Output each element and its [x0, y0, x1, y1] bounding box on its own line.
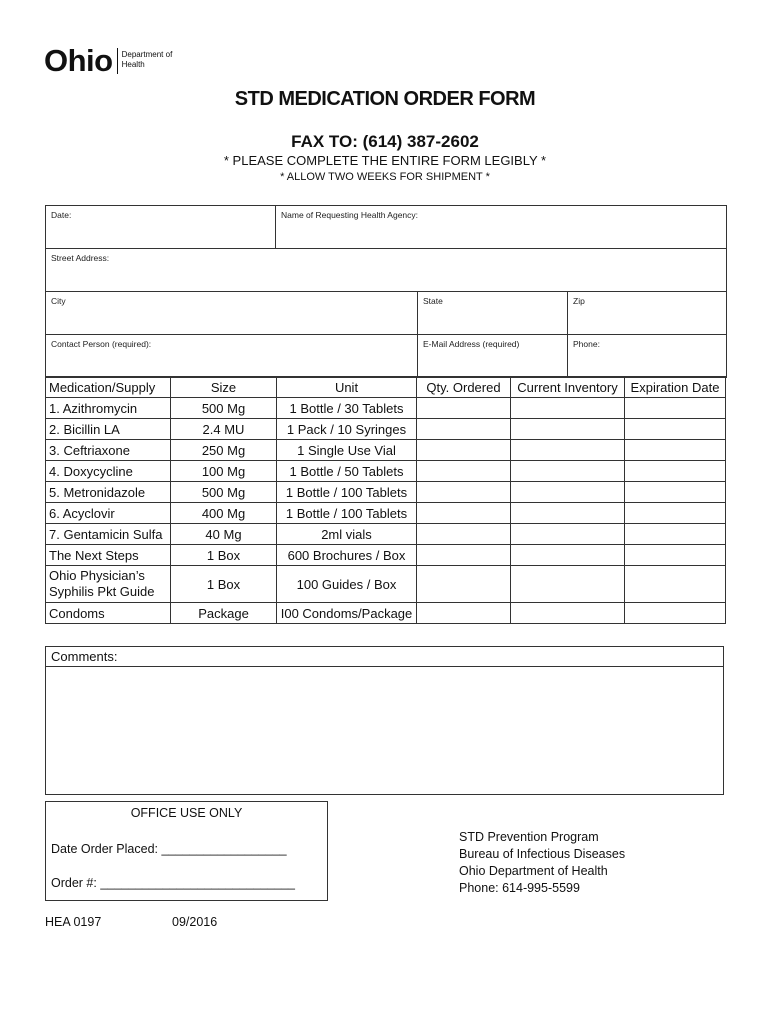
medication-table	[45, 376, 726, 624]
medication-name: 6. Acyclovir	[46, 503, 171, 524]
logo-department	[122, 50, 173, 70]
medication-name: 4. Doxycycline	[46, 461, 171, 482]
medication-size: 1 Box	[171, 545, 277, 566]
expiration-date-cell[interactable]	[625, 482, 726, 503]
current-inventory-cell[interactable]	[511, 503, 625, 524]
logo-dept-line2: Health	[121, 60, 145, 69]
current-inventory-cell[interactable]	[511, 524, 625, 545]
qty-ordered-cell[interactable]	[417, 398, 511, 419]
medication-size: 1 Box	[171, 566, 277, 603]
current-inventory-cell[interactable]	[511, 545, 625, 566]
city-field[interactable]	[46, 292, 417, 334]
office-use-box	[45, 801, 328, 901]
expiration-date-cell[interactable]	[625, 566, 726, 603]
table-row	[46, 503, 726, 524]
medication-unit: 600 Brochures / Box	[277, 545, 417, 566]
city-label: City	[51, 296, 66, 306]
shipment-note: * ALLOW TWO WEEKS FOR SHIPMENT *	[280, 171, 490, 183]
medication-name-line2: Syphilis Pkt Guide	[49, 584, 155, 599]
expiration-date-cell[interactable]	[625, 419, 726, 440]
medication-name	[46, 566, 171, 603]
medication-name: 1. Azithromycin	[46, 398, 171, 419]
col-header-qty: Qty. Ordered	[417, 377, 511, 398]
date-order-placed: Date Order Placed: __________________	[51, 842, 287, 856]
logo-divider	[117, 48, 118, 74]
col-header-unit: Unit	[277, 377, 417, 398]
medication-size: 500 Mg	[171, 398, 277, 419]
table-row	[46, 545, 726, 566]
requester-info-block	[45, 205, 727, 378]
medication-unit: 1 Bottle / 100 Tablets	[277, 503, 417, 524]
medication-size: 500 Mg	[171, 482, 277, 503]
medication-unit: 1 Bottle / 50 Tablets	[277, 461, 417, 482]
qty-ordered-cell[interactable]	[417, 419, 511, 440]
form-revision-date: 09/2016	[172, 915, 218, 929]
col-header-medication: Medication/Supply	[46, 377, 171, 398]
medication-size: 2.4 MU	[171, 419, 277, 440]
form-code: HEA 0197	[45, 915, 102, 929]
comments-box	[45, 646, 724, 795]
comments-label: Comments:	[46, 647, 723, 667]
current-inventory-cell[interactable]	[511, 482, 625, 503]
logo-text: Ohio	[44, 43, 113, 78]
medication-unit: 1 Pack / 10 Syringes	[277, 419, 417, 440]
current-inventory-cell[interactable]	[511, 440, 625, 461]
form-title: STD MEDICATION ORDER FORM	[234, 88, 536, 110]
medication-name: Condoms	[46, 603, 171, 624]
medication-name: 3. Ceftriaxone	[46, 440, 171, 461]
qty-ordered-cell[interactable]	[417, 440, 511, 461]
medication-size: Package	[171, 603, 277, 624]
info-row-date	[46, 206, 726, 248]
program-phone: Phone: 614-995-5599	[459, 881, 580, 895]
expiration-date-cell[interactable]	[625, 545, 726, 566]
medication-unit: 2ml vials	[277, 524, 417, 545]
office-use-title: OFFICE USE ONLY	[130, 806, 243, 820]
fax-number: FAX TO: (614) 387-2602	[291, 132, 479, 151]
expiration-date-cell[interactable]	[625, 461, 726, 482]
current-inventory-cell[interactable]	[511, 566, 625, 603]
col-header-expiration: Expiration Date	[625, 377, 726, 398]
order-number: Order #: ____________________________	[51, 876, 295, 890]
agency-field[interactable]	[275, 206, 726, 248]
program-name: STD Prevention Program	[459, 830, 599, 844]
medication-size: 40 Mg	[171, 524, 277, 545]
contact-person-label: Contact Person (required):	[51, 339, 152, 349]
expiration-date-cell[interactable]	[625, 524, 726, 545]
state-field[interactable]	[417, 292, 567, 334]
table-header-row	[46, 377, 726, 398]
phone-field[interactable]	[567, 335, 726, 377]
info-row-city	[46, 291, 726, 334]
program-contact	[459, 829, 625, 897]
comments-area[interactable]	[46, 667, 723, 795]
table-row	[46, 603, 726, 624]
zip-label: Zip	[573, 296, 585, 306]
col-header-size: Size	[171, 377, 277, 398]
medication-unit: 1 Bottle / 30 Tablets	[277, 398, 417, 419]
current-inventory-cell[interactable]	[511, 461, 625, 482]
legibility-note: * PLEASE COMPLETE THE ENTIRE FORM LEGIBLY *	[223, 153, 547, 168]
expiration-date-cell[interactable]	[625, 440, 726, 461]
table-row	[46, 440, 726, 461]
qty-ordered-cell[interactable]	[417, 482, 511, 503]
medication-name: 7. Gentamicin Sulfa	[46, 524, 171, 545]
qty-ordered-cell[interactable]	[417, 566, 511, 603]
street-label: Street Address:	[51, 253, 110, 263]
medication-name: The Next Steps	[46, 545, 171, 566]
info-row-contact	[46, 334, 726, 377]
qty-ordered-cell[interactable]	[417, 461, 511, 482]
date-label: Date:	[51, 210, 72, 220]
logo-dept-line1: Department of	[121, 50, 173, 59]
medication-name-line1: Ohio Physician’s	[49, 568, 145, 583]
current-inventory-cell[interactable]	[511, 419, 625, 440]
table-row	[46, 398, 726, 419]
table-row	[46, 566, 726, 603]
medication-unit: 1 Bottle / 100 Tablets	[277, 482, 417, 503]
medication-unit: I00 Condoms/Package	[277, 603, 417, 624]
medication-name: 5. Metronidazole	[46, 482, 171, 503]
medication-size: 100 Mg	[171, 461, 277, 482]
expiration-date-cell[interactable]	[625, 503, 726, 524]
street-field[interactable]	[46, 249, 726, 291]
agency-label: Name of Requesting Health Agency:	[281, 210, 419, 220]
medication-size: 400 Mg	[171, 503, 277, 524]
date-field[interactable]	[46, 206, 275, 248]
table-row	[46, 419, 726, 440]
table-row	[46, 461, 726, 482]
table-row	[46, 482, 726, 503]
email-field[interactable]	[417, 335, 567, 377]
email-label: E-Mail Address (required)	[423, 339, 520, 349]
table-row	[46, 524, 726, 545]
department-name: Ohio Department of Health	[459, 864, 608, 878]
medication-name: 2. Bicillin LA	[46, 419, 171, 440]
info-row-street	[46, 248, 726, 291]
medication-unit: 100 Guides / Box	[277, 566, 417, 603]
qty-ordered-cell[interactable]	[417, 524, 511, 545]
col-header-inventory: Current Inventory	[511, 377, 625, 398]
expiration-date-cell[interactable]	[625, 398, 726, 419]
ohio-logo	[44, 44, 172, 78]
bureau-name: Bureau of Infectious Diseases	[459, 847, 626, 861]
phone-label: Phone:	[573, 339, 600, 349]
state-label: State	[423, 296, 443, 306]
current-inventory-cell[interactable]	[511, 603, 625, 624]
qty-ordered-cell[interactable]	[417, 503, 511, 524]
contact-person-field[interactable]	[46, 335, 417, 377]
medication-unit: 1 Single Use Vial	[277, 440, 417, 461]
qty-ordered-cell[interactable]	[417, 545, 511, 566]
medication-size: 250 Mg	[171, 440, 277, 461]
zip-field[interactable]	[567, 292, 726, 334]
current-inventory-cell[interactable]	[511, 398, 625, 419]
qty-ordered-cell[interactable]	[417, 603, 511, 624]
expiration-date-cell[interactable]	[625, 603, 726, 624]
